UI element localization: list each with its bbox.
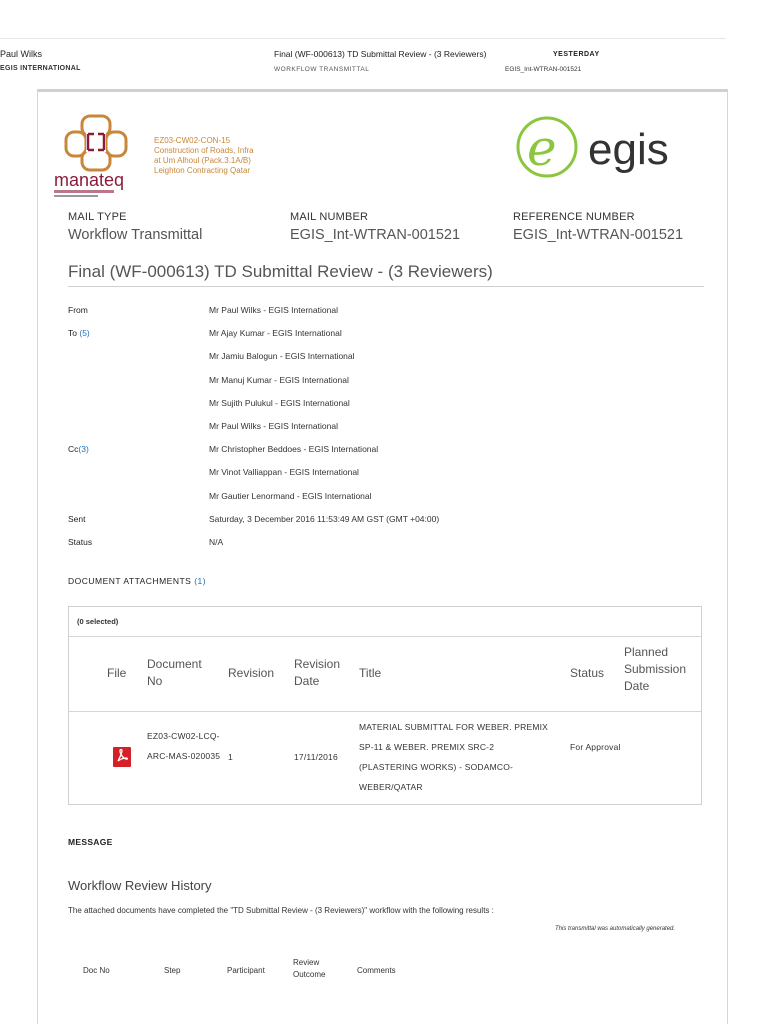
egis-logo [514,114,714,180]
recipient-cc: Mr Gautier Lenormand - EGIS International [209,491,372,501]
sender-org: EGIS INTERNATIONAL [0,65,81,72]
history-col-comments: Comments [357,966,396,975]
cell-status: For Approval [570,742,621,752]
history-col-step: Step [164,966,181,975]
from-value: Mr Paul Wilks - EGIS International [209,305,338,315]
to-label: To (5) [68,328,90,338]
message-heading: MESSAGE [68,837,113,847]
mail-header-bar[interactable] [0,38,726,88]
title-divider [68,286,704,287]
reference-number-label: REFERENCE NUMBER [513,211,635,223]
status-value: N/A [209,537,224,547]
attachments-heading: DOCUMENT ATTACHMENTS (1) [68,576,207,586]
sent-value: Saturday, 3 December 2016 11:53:49 AM GST (GMT +04:00) [209,514,440,524]
cc-count-link[interactable]: (3) [78,444,89,454]
attachments-table [68,606,702,805]
mail-number-label: MAIL NUMBER [290,211,369,223]
history-text: The attached documents have completed the "TD Submittal Review - (3 Reviewers)" workflow with the following results : [68,906,494,915]
col-revision[interactable]: Revision [228,666,275,680]
col-revision-date[interactable]: Revision Date [294,657,341,688]
mail-subject: Final (WF-000613) TD Submittal Review - (3 Reviewers) [274,49,487,59]
selection-bar [69,607,701,637]
recipient-to: Mr Jamiu Balogun - EGIS International [209,351,355,361]
attachments-count[interactable]: (1) [194,576,207,586]
cell-revision-date: 17/11/2016 [294,752,338,762]
recipient-to: Mr Paul Wilks - EGIS International [209,421,338,431]
mail-title: Final (WF-000613) TD Submittal Review - (3 Reviewers) [68,262,493,281]
mail-body-card [37,89,728,1024]
mail-number-value: EGIS_Int-WTRAN-001521 [290,227,461,243]
from-label: From [68,305,88,315]
sent-label: Sent [68,514,86,524]
recipient-cc: Mr Christopher Beddoes - EGIS International [209,444,379,454]
history-title: Workflow Review History [68,878,212,893]
sender-name: Paul Wilks [0,49,43,59]
cc-label: Cc(3) [68,444,89,454]
col-status[interactable]: Status [570,666,605,680]
cell-doc-no[interactable]: EZ03-CW02-LCQ-ARC-MAS-020035 [147,731,221,761]
header-divider [69,711,701,712]
col-title[interactable]: Title [359,666,382,680]
recipient-cc: Mr Vinot Valliappan - EGIS International [209,467,359,477]
col-file[interactable]: File [107,666,127,680]
mail-reference: EGIS_Int-WTRAN-001521 [505,66,582,73]
to-count-link[interactable]: (5) [79,328,90,338]
history-col-outcome: Review Outcome [293,958,326,979]
manateq-emblem-icon [54,110,144,200]
auto-generated-note: This transmittal was automatically generated. [555,926,676,932]
col-document-no[interactable]: Document No [147,657,202,688]
status-label: Status [68,537,93,547]
mail-type-caps: WORKFLOW TRANSMITTAL [274,66,370,73]
reference-number-value: EGIS_Int-WTRAN-001521 [513,227,684,243]
recipient-to: Mr Manuj Kumar - EGIS International [209,375,349,385]
mail-time: YESTERDAY [553,51,600,58]
manateq-logo [54,110,294,200]
history-col-doc-no: Doc No [83,966,110,975]
egis-e-mark-icon [514,114,714,180]
project-caption: EZ03-CW02-CON-15 Construction of Roads, Infra at Um Alhoul (Pack.3.1A/B) Leighton Contracting Qatar [154,136,254,175]
recipient-to: Mr Sujith Pulukul - EGIS International [209,398,350,408]
egis-wordmark: egis [588,125,669,174]
selected-count: (0 selected) [77,617,119,626]
col-planned-submission-date[interactable]: Planned Submission Date [624,645,687,693]
mail-type-label: MAIL TYPE [68,211,127,223]
recipient-to: Mr Ajay Kumar - EGIS International [209,328,342,338]
manateq-wordmark: manateq [54,170,125,190]
svg-text:e: e [527,119,557,177]
cell-revision: 1 [228,752,233,762]
history-col-participant: Participant [227,966,265,975]
mail-type-value: Workflow Transmittal [68,227,203,243]
cell-title: MATERIAL SUBMITTAL FOR WEBER. PREMIX SP-11 & WEBER. PREMIX SRC-2 (PLASTERING WORKS) - SODAMCO-WEBER/QATAR [359,722,549,792]
pdf-icon[interactable] [113,747,131,767]
